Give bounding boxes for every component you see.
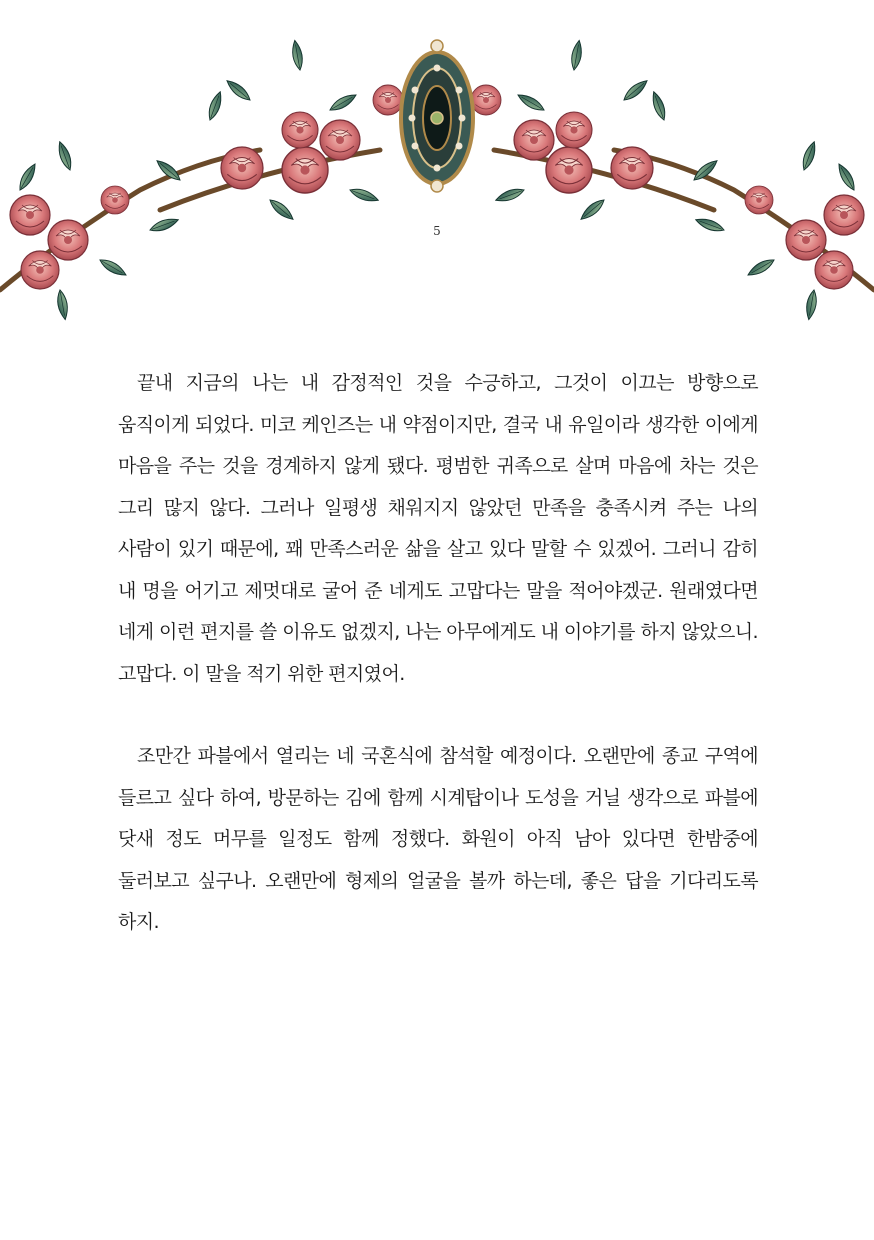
rose-vine-ornament-icon <box>0 0 874 330</box>
paragraph-1: 끝내 지금의 나는 내 감정적인 것을 수긍하고, 그것이 이끄는 방향으로 움직이게 되었다. 미코 케인즈는 내 약점이지만, 결국 내 유일이라 생각한 이에게 마음을 주는 것을 경계하지 않게 됐다. 평범한 귀족으로 살며 마음에 차는 것은 그리 많지 않다. 그러나 일평생 채워지지 않았던 만족을 충족시켜 주는 나의 사람이 있기 때문에, 꽤 만족스러운 삶을 살고 있다 말할 수 있겠어. 그러니 감히 내 명을 어기고 제멋대로 굴어 준 네게도 고맙다는 말을 적어야겠군. 원래였다면 네게 이런 편지를 쓸 이유도 없겠지, 나는 아무에게도 내 이야기를 하지 않았으니. 고맙다. 이 말을 적기 위한 편지였어. <box>118 372 758 685</box>
paragraph-2: 조만간 파블에서 열리는 네 국혼식에 참석할 예정이다. 오랜만에 종교 구역에 들르고 싶다 하여, 방문하는 김에 함께 시계탑이나 도성을 거닐 생각으로 파블에 닷새 정도 머무를 일정도 함께 정했다. 화원이 아직 남아 있다면 한밤중에 둘러보고 싶구나. 오랜만에 형제의 얼굴을 볼까 하는데, 좋은 답을 기다리도록 하지. <box>118 745 758 933</box>
letter-body <box>118 363 758 944</box>
page-number: 5 <box>433 224 441 238</box>
